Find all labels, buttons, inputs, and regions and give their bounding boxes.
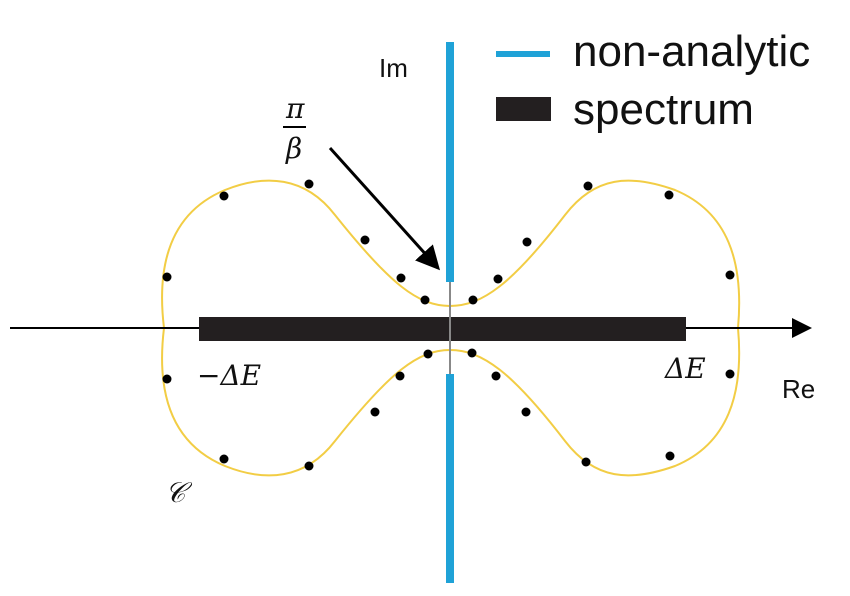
matsubara-point: [361, 236, 370, 245]
matsubara-point: [220, 455, 229, 464]
matsubara-point: [468, 349, 477, 358]
matsubara-point: [665, 191, 674, 200]
matsubara-point: [582, 458, 591, 467]
matsubara-point: [424, 350, 433, 359]
matsubara-point: [371, 408, 380, 417]
matsubara-point: [584, 182, 593, 191]
real-axis-label: Re: [782, 374, 816, 404]
delta-e-label: ΔE: [665, 352, 706, 385]
spectrum-bar: [199, 317, 686, 341]
matsubara-point: [397, 274, 406, 283]
matsubara-point: [522, 408, 531, 417]
legend-spectrum-label: spectrum: [573, 85, 754, 134]
matsubara-point: [163, 273, 172, 282]
matsubara-point: [396, 372, 405, 381]
matsubara-point: [305, 462, 314, 471]
matsubara-point: [494, 275, 503, 284]
pi-over-beta-arrow: [330, 148, 438, 268]
matsubara-point: [220, 192, 229, 201]
matsubara-point: [666, 452, 675, 461]
matsubara-point: [163, 375, 172, 384]
pi-numerator-label: π: [286, 92, 305, 125]
matsubara-point: [726, 271, 735, 280]
matsubara-point: [523, 238, 532, 247]
matsubara-point: [421, 296, 430, 305]
beta-denominator-label: β: [286, 132, 303, 165]
matsubara-point: [492, 372, 501, 381]
matsubara-point: [726, 370, 735, 379]
legend-non-analytic-label: non-analytic: [573, 27, 811, 76]
imaginary-axis-label: Im: [379, 53, 408, 83]
legend-spectrum-swatch: [496, 97, 551, 121]
matsubara-point: [305, 180, 314, 189]
matsubara-point: [469, 296, 478, 305]
minus-delta-e-label: −ΔE: [197, 359, 262, 392]
contour-label: 𝒞: [165, 476, 186, 509]
